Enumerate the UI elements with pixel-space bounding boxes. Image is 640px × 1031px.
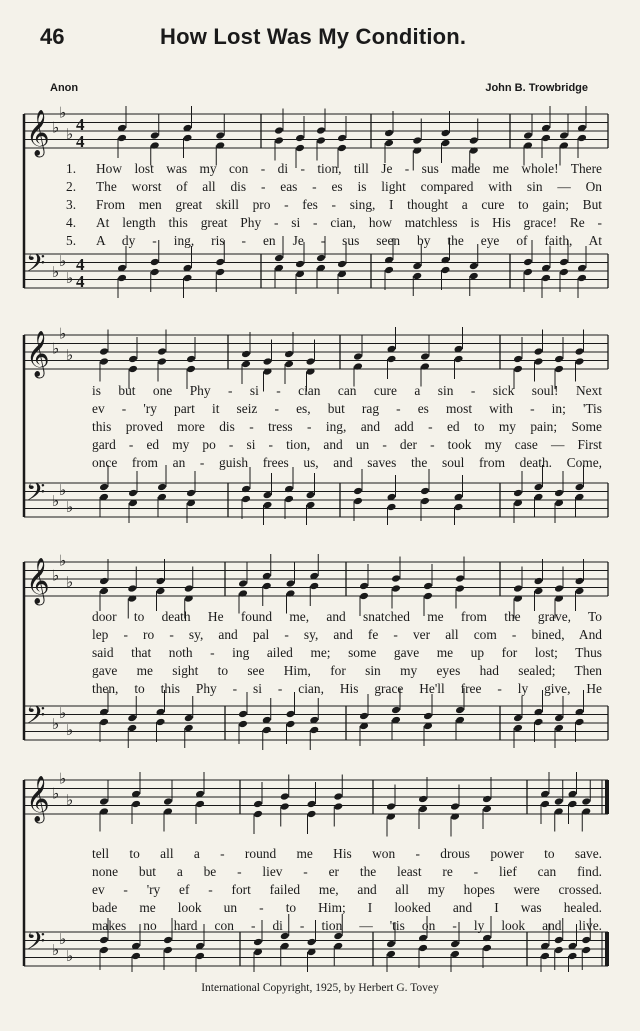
lyric-line <box>66 196 602 214</box>
time-signature-bottom: 4 <box>76 132 85 151</box>
lyric-text: gave me sight to see Him, for sin my eyes had sealed; Then <box>92 663 602 678</box>
note-head <box>353 497 363 506</box>
verse-number: 1. <box>66 161 77 176</box>
note-head <box>333 802 343 811</box>
lyric-text: tell to all a - round me His won - drous power to save. <box>92 846 602 861</box>
note-head <box>391 584 401 593</box>
note-head <box>195 952 205 961</box>
note-head <box>554 936 564 945</box>
flat-sign-icon: ♭ <box>66 126 74 143</box>
lyric-line <box>66 160 602 178</box>
lyric-line <box>92 608 602 626</box>
verse-number: 3. <box>66 197 77 212</box>
note-head <box>534 577 544 586</box>
note-head <box>455 706 465 715</box>
lyrics-verses-system-1 <box>66 160 602 250</box>
lyric-text: gard - ed my po - si - tion, and un - der - took my case — First <box>92 437 602 452</box>
note-head <box>238 579 248 588</box>
lyric-text: door to death He found me, and snatched me from the grave, To <box>92 609 602 624</box>
note-head <box>412 136 422 145</box>
note-head <box>316 126 326 135</box>
note-head <box>163 936 173 945</box>
note-head <box>568 800 578 809</box>
note-head <box>513 365 523 374</box>
note-head <box>274 254 284 263</box>
note-head <box>455 584 465 593</box>
note-head <box>523 131 533 140</box>
lyric-text: How lost was my con - di - tion, till Je - sus made me whole! There <box>96 161 602 176</box>
lyric-text: ev - 'ry part it seiz - es, but rag - es most with - in; 'Tis <box>92 401 602 416</box>
bass-clef-icon: 𝄢 <box>26 478 46 513</box>
note-head <box>117 274 127 283</box>
note-head <box>128 355 138 364</box>
note-head <box>386 802 396 811</box>
flat-sign-icon: ♭ <box>66 723 74 740</box>
note-head <box>441 266 451 275</box>
note-head <box>99 483 109 492</box>
lyrics-verses-system-2 <box>92 382 602 472</box>
note-head <box>163 946 173 955</box>
note-head <box>262 582 272 591</box>
flat-sign-icon: ♭ <box>66 574 74 591</box>
note-head <box>186 355 196 364</box>
note-head <box>534 483 544 492</box>
note-head <box>286 720 296 729</box>
hymn-title: How Lost Was My Condition. <box>160 24 467 49</box>
time-signature-bottom: 4 <box>76 272 85 291</box>
note-head <box>384 129 394 138</box>
note-head <box>423 592 433 601</box>
note-head <box>284 350 294 359</box>
note-head <box>454 355 464 364</box>
note-head <box>128 365 138 374</box>
note-head <box>469 136 479 145</box>
lyric-text: ev - 'ry ef - fort failed me, and all my hopes were crossed. <box>92 882 602 897</box>
note-head <box>581 946 591 955</box>
note-head <box>99 936 109 945</box>
note-head <box>131 952 141 961</box>
note-head <box>534 347 544 356</box>
lyric-text: From men great skill pro - fes - sing, I thought a cure to gain; But <box>96 197 602 212</box>
note-head <box>384 266 394 275</box>
note-head <box>253 810 263 819</box>
note-head <box>575 483 585 492</box>
page-number: 46 <box>40 24 65 49</box>
flat-sign-icon: ♭ <box>52 493 60 510</box>
lyric-line <box>92 680 602 698</box>
note-head <box>513 489 523 498</box>
note-head <box>541 274 551 283</box>
note-head <box>359 592 369 601</box>
note-head <box>99 946 109 955</box>
note-head <box>554 797 564 806</box>
flat-sign-icon: ♭ <box>66 347 74 364</box>
bass-clef-icon: 𝄢 <box>26 701 46 736</box>
note-head <box>307 800 317 809</box>
note-head <box>215 131 225 140</box>
note-head <box>295 260 305 269</box>
note-head <box>186 489 196 498</box>
note-head <box>581 797 591 806</box>
flat-sign-icon: ♭ <box>66 271 74 288</box>
note-head <box>523 268 533 277</box>
flat-sign-icon: ♭ <box>59 706 67 723</box>
flat-sign-icon: ♭ <box>52 786 60 803</box>
lyric-text: lep - ro - sy, and pal - sy, and fe - ver all com - bined, And <box>92 627 602 642</box>
note-head <box>150 268 160 277</box>
note-head <box>156 718 166 727</box>
lyric-line <box>66 214 602 232</box>
composer-credit: John B. Trowbridge <box>485 82 588 94</box>
note-head <box>559 131 569 140</box>
verse-number: 4. <box>66 215 77 230</box>
note-head <box>157 357 167 366</box>
flat-sign-icon: ♭ <box>52 341 60 358</box>
lyric-text: once from an - guish frees us, and saves the soul from death. Come, <box>92 455 602 470</box>
verse-number: 2. <box>66 179 77 194</box>
lyric-line <box>92 400 602 418</box>
lyrics-verses-system-3 <box>92 608 602 698</box>
note-head <box>577 134 587 143</box>
lyric-line <box>92 662 602 680</box>
note-head <box>554 584 564 593</box>
note-head <box>513 584 523 593</box>
note-head <box>238 720 248 729</box>
note-head <box>128 489 138 498</box>
note-head <box>274 126 284 135</box>
flat-sign-icon: ♭ <box>59 105 67 122</box>
note-head <box>280 802 290 811</box>
note-head <box>353 352 363 361</box>
note-head <box>286 579 296 588</box>
note-head <box>150 258 160 267</box>
note-head <box>307 938 317 947</box>
lyric-text: this proved more dis - tress - ing, and add - ed to my pain; Some <box>92 419 602 434</box>
flat-sign-icon: ♭ <box>52 120 60 137</box>
lyric-line <box>92 917 602 935</box>
lyric-line <box>92 454 602 472</box>
note-head <box>353 487 363 496</box>
note-head <box>309 582 319 591</box>
flat-sign-icon: ♭ <box>66 792 74 809</box>
lyric-line <box>92 644 602 662</box>
note-head <box>184 584 194 593</box>
note-head <box>391 706 401 715</box>
note-head <box>359 582 369 591</box>
note-head <box>387 355 397 364</box>
note-head <box>186 365 196 374</box>
note-head <box>540 800 550 809</box>
note-head <box>523 258 533 267</box>
note-head <box>309 726 319 735</box>
note-head <box>215 268 225 277</box>
flat-sign-icon: ♭ <box>52 264 60 281</box>
time-signature-top: 4 <box>76 255 85 274</box>
copyright-notice: International Copyright, 1925, by Herbert G. Tovey <box>201 982 439 994</box>
note-head <box>316 136 326 145</box>
lyric-line <box>66 232 602 250</box>
note-head <box>420 497 430 506</box>
lyric-line <box>92 626 602 644</box>
note-head <box>513 355 523 364</box>
note-head <box>215 258 225 267</box>
flat-sign-icon: ♭ <box>52 568 60 585</box>
lyrics-verses-system-4 <box>92 845 602 935</box>
note-head <box>99 797 109 806</box>
note-head <box>554 365 564 374</box>
note-head <box>183 274 193 283</box>
treble-clef-icon: 𝄞 <box>26 558 50 604</box>
lyric-line <box>92 845 602 863</box>
flat-sign-icon: ♭ <box>66 500 74 517</box>
note-head <box>163 797 173 806</box>
note-head <box>559 258 569 267</box>
note-head <box>316 254 326 263</box>
note-head <box>99 347 109 356</box>
note-head <box>274 136 284 145</box>
note-head <box>307 810 317 819</box>
note-head <box>286 710 296 719</box>
note-head <box>541 134 551 143</box>
note-head <box>482 944 492 953</box>
note-head <box>241 350 251 359</box>
flat-sign-icon: ♭ <box>66 949 74 966</box>
note-head <box>295 144 305 153</box>
note-head <box>568 952 578 961</box>
note-head <box>306 357 316 366</box>
note-head <box>195 800 205 809</box>
note-head <box>423 712 433 721</box>
treble-clef-icon: 𝄞 <box>26 110 50 156</box>
note-head <box>280 792 290 801</box>
note-head <box>420 487 430 496</box>
note-head <box>423 582 433 591</box>
note-head <box>99 577 109 586</box>
note-head <box>127 584 137 593</box>
lyric-line <box>92 881 602 899</box>
time-signature-top: 4 <box>76 115 85 134</box>
note-head <box>554 489 564 498</box>
treble-clef-icon: 𝄞 <box>26 331 50 377</box>
note-head <box>418 944 428 953</box>
note-head <box>534 718 544 727</box>
note-head <box>359 712 369 721</box>
note-head <box>540 952 550 961</box>
note-head <box>554 946 564 955</box>
note-head <box>581 936 591 945</box>
lyric-line <box>92 436 602 454</box>
note-head <box>337 144 347 153</box>
lyric-text: makes no hard con - di - tion — 'tis on - ly look and live. <box>92 918 602 933</box>
note-head <box>295 134 305 143</box>
lyric-line <box>66 178 602 196</box>
note-head <box>253 800 263 809</box>
note-head <box>99 357 109 366</box>
note-head <box>117 134 127 143</box>
note-head <box>157 483 167 492</box>
note-head <box>253 938 263 947</box>
note-head <box>263 357 273 366</box>
flat-sign-icon: ♭ <box>52 942 60 959</box>
lyric-line <box>92 418 602 436</box>
note-head <box>534 357 544 366</box>
lyric-text: is but one Phy - si - cian can cure a sin - sick soul! Next <box>92 383 602 398</box>
lyric-text: none but a be - liev - er the least re - lief can find. <box>92 864 602 879</box>
note-head <box>183 134 193 143</box>
flat-sign-icon: ♭ <box>52 716 60 733</box>
note-head <box>455 574 465 583</box>
lyric-text: said that noth - ing ailed me; some gave me up for lost; Thus <box>92 645 602 660</box>
note-head <box>575 347 585 356</box>
note-head <box>156 577 166 586</box>
note-head <box>575 577 585 586</box>
note-head <box>420 352 430 361</box>
lyric-line <box>92 382 602 400</box>
lyric-text: At length this great Phy - si - cian, how matchless is His grace! Re - <box>96 215 602 230</box>
note-head <box>157 347 167 356</box>
flat-sign-icon: ♭ <box>59 254 67 271</box>
note-head <box>454 503 464 512</box>
lyricist-credit: Anon <box>50 82 79 94</box>
note-head <box>559 268 569 277</box>
flat-sign-icon: ♭ <box>59 553 67 570</box>
lyric-text: A dy - ing, ris - en Je - sus seen by the eye of faith, At <box>96 233 602 248</box>
bass-clef-icon: 𝄢 <box>26 249 46 284</box>
lyric-text: bade me look un - to Him; I looked and I was healed. <box>92 900 602 915</box>
note-head <box>262 726 272 735</box>
note-head <box>482 795 492 804</box>
lyric-line <box>92 863 602 881</box>
note-head <box>575 718 585 727</box>
note-head <box>241 495 251 504</box>
note-head <box>391 574 401 583</box>
note-head <box>577 274 587 283</box>
bass-clef-icon: 𝄢 <box>26 927 46 962</box>
lyric-text: then, to this Phy - si - cian, His grace He'll free - ly give, He <box>92 681 602 696</box>
note-head <box>99 718 109 727</box>
flat-sign-icon: ♭ <box>59 932 67 949</box>
note-head <box>337 134 347 143</box>
note-head <box>441 129 451 138</box>
note-head <box>337 260 347 269</box>
note-head <box>131 800 141 809</box>
note-head <box>575 357 585 366</box>
note-head <box>238 710 248 719</box>
note-head <box>284 495 294 504</box>
note-head <box>450 802 460 811</box>
lyric-line <box>92 899 602 917</box>
flat-sign-icon: ♭ <box>59 772 67 788</box>
treble-clef-icon: 𝄞 <box>26 776 50 822</box>
note-head <box>554 355 564 364</box>
note-head <box>333 792 343 801</box>
flat-sign-icon: ♭ <box>59 483 67 500</box>
note-head <box>387 503 397 512</box>
note-head <box>150 131 160 140</box>
flat-sign-icon: ♭ <box>59 326 67 343</box>
verse-number: 5. <box>66 233 77 248</box>
note-head <box>418 795 428 804</box>
lyric-text: The worst of all dis - eas - es is light compared with sin — On <box>96 179 602 194</box>
